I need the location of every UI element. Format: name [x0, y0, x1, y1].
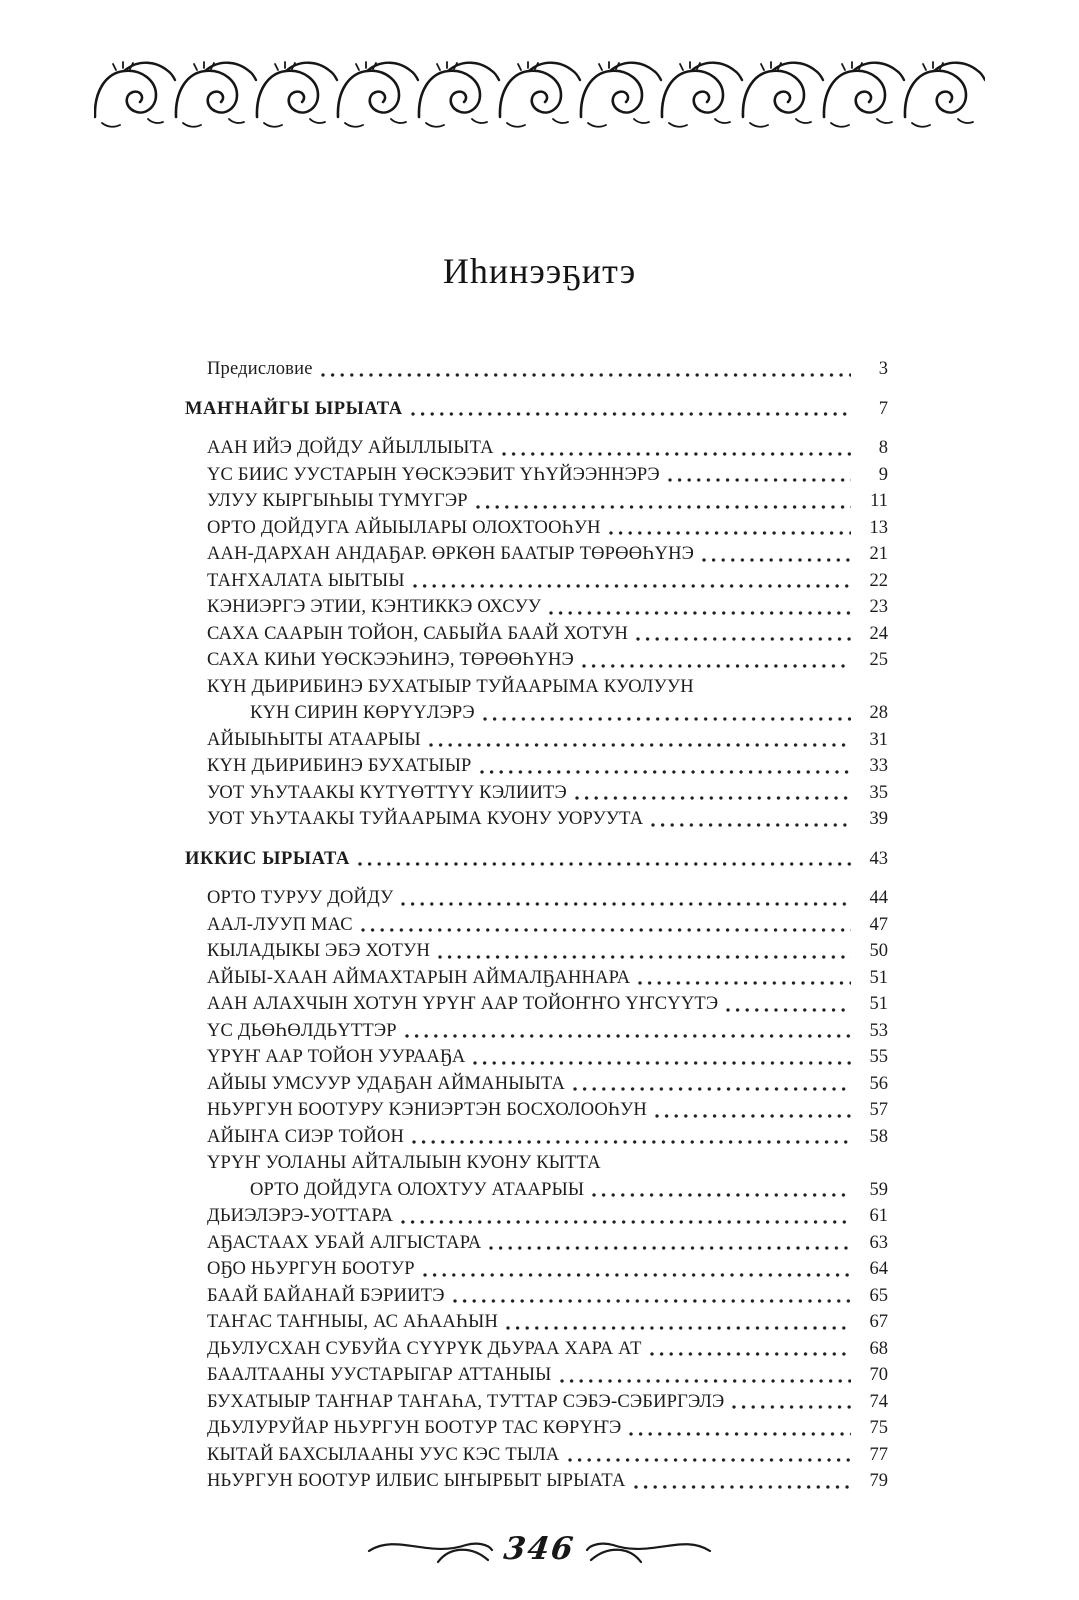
toc-entry-label: Предисловие: [207, 359, 313, 379]
toc-entry-label: САХА СААРЫН ТОЙОН, САБЫЙА БААЙ ХОТУН: [207, 623, 629, 644]
dot-leader: [634, 621, 851, 648]
toc-page-number: 11: [870, 491, 888, 511]
dot-leader: [636, 965, 851, 992]
toc-page-number: 67: [869, 1312, 888, 1332]
toc-entry-label: ТАҤАС ТАҤНЫЫ, АС АҺААҺЫН: [207, 1312, 499, 1332]
toc-page-number: 21: [869, 544, 888, 564]
toc-row: [185, 647, 888, 674]
toc-row: [185, 435, 888, 462]
toc-page-number: 8: [878, 438, 888, 458]
dot-leader: [356, 846, 851, 873]
toc-entry-label: БААЛТААНЫ УУСТАРЫГАР АТТАНЫЫ: [207, 1365, 552, 1385]
toc-row: [185, 1415, 888, 1442]
dot-leader: [410, 1124, 851, 1151]
dot-leader: [730, 1389, 851, 1416]
toc-page-number: 43: [869, 848, 888, 869]
toc-entry-label: БУХАТЫЫР ТАҤНАР ТАҤАҺА, ТУТТАР СЭБЭ-СЭБИРГЭЛЭ: [207, 1391, 725, 1412]
dot-leader: [504, 1309, 851, 1336]
toc-row: [185, 1124, 888, 1151]
toc-page-number: 65: [869, 1285, 888, 1306]
toc-page-number: 33: [869, 756, 888, 776]
dot-leader: [436, 938, 851, 965]
toc-page-number: 51: [869, 994, 888, 1014]
toc-entry-label: АЙЫЫ-ХААН АЙМАХТАРЫН АЙМАЛҔАННАРА: [207, 967, 631, 988]
toc-entry-label: ОҔО НЬУРГУН БООТУР: [207, 1259, 415, 1279]
toc-entry-label: НЬУРГУН БООТУРУ КЭНИЭРТЭН БОСХОЛООҺУН: [207, 1100, 647, 1120]
toc-page-number: 70: [869, 1365, 888, 1385]
toc-entry-label: КҮН ДЬИРИБИНЭ БУХАТЫЫР: [207, 756, 472, 776]
toc-row: [185, 1468, 888, 1495]
toc-page-number: 79: [869, 1471, 888, 1491]
toc-entry-label: ТАҤХАЛАТА ЫЫТЫЫ: [207, 570, 405, 591]
swash-flourish-left-icon: [366, 1528, 496, 1570]
toc-row: [185, 1203, 888, 1230]
toc-row: [185, 674, 888, 727]
toc-entry-label-line1: ҮРҮҤ УОЛАНЫ АЙТАЛЫЫН КУОНУ КЫТТА: [207, 1153, 601, 1173]
toc-row: [185, 462, 888, 489]
dot-leader: [403, 1018, 851, 1045]
dot-leader: [421, 1256, 851, 1283]
toc-row: [185, 1256, 888, 1283]
toc-entry-label: УОТ УҺУТААКЫ ТУЙААРЫМА КУОНУ УОРУУТА: [207, 809, 644, 829]
dot-leader: [666, 462, 851, 489]
dot-leader: [558, 1362, 851, 1389]
toc-entry-label: ҮРҮҤ ААР ТОЙОН УУРААҔА: [207, 1047, 466, 1067]
dot-leader: [724, 991, 851, 1018]
dot-leader: [471, 1044, 851, 1071]
toc-page-number: 7: [878, 398, 888, 419]
toc-row: [185, 846, 888, 873]
toc-page-number: 9: [878, 464, 888, 485]
toc-page-number: 25: [869, 650, 888, 670]
toc-row: [185, 965, 888, 992]
dot-leader: [451, 1283, 851, 1310]
toc-row: [185, 1389, 888, 1416]
dot-leader: [411, 568, 851, 595]
toc-entry-label: НЬУРГУН БООТУР ИЛБИС ЫҤЫРБЫТ ЫРЫАТА: [207, 1471, 626, 1491]
toc-page-number: 63: [869, 1232, 888, 1253]
dot-leader: [571, 1071, 851, 1098]
toc-entry-label: УЛУУ КЫРГЫҺЫЫ ТҮМҮГЭР: [207, 491, 468, 511]
toc-row: [185, 1071, 888, 1098]
toc-page-number: 22: [869, 570, 888, 591]
toc-page-number: 53: [869, 1020, 888, 1041]
dot-leader: [399, 885, 851, 912]
dot-leader: [566, 1442, 852, 1469]
toc-row: [185, 621, 888, 648]
dot-leader: [607, 515, 851, 542]
toc-page-number: 50: [869, 941, 888, 961]
page-footer: [0, 1528, 1079, 1570]
toc-row: [185, 594, 888, 621]
scroll-wave-ornament-icon: [94, 58, 985, 134]
toc-entry-label: ДЬУЛУРУЙАР НЬУРГУН БООТУР ТАС КӨРҮҤЭ: [207, 1418, 622, 1438]
toc-entry-label: УОТ УҺУТААКЫ КҮТҮӨТТҮҮ КЭЛИИТЭ: [207, 782, 567, 803]
toc-entry-label-line2: КҮН СИРИН КӨРҮҮЛЭРЭ: [250, 703, 475, 723]
toc-row: [185, 938, 888, 965]
toc-page-number: 61: [869, 1206, 888, 1226]
toc-row: [185, 568, 888, 595]
toc-entry-label: ОРТО ДОЙДУГА АЙЫЫЛАРЫ ОЛОХТООҺУН: [207, 517, 601, 538]
toc-page-number: 47: [869, 914, 888, 935]
toc-page-number: 35: [869, 782, 888, 803]
dot-leader: [319, 356, 851, 383]
dot-leader: [474, 488, 851, 515]
toc-row: [185, 1442, 888, 1469]
toc-row: [185, 753, 888, 780]
dot-leader: [700, 541, 851, 568]
toc-page-number: 31: [869, 729, 888, 750]
toc-entry-label: ААН АЛАХЧЫН ХОТУН ҮРҮҤ ААР ТОЙОҤҤО ҮҤСҮҮТЭ: [207, 994, 719, 1014]
toc-row: [185, 885, 888, 912]
toc-entry-label: ҮС БИИС УУСТАРЫН ҮӨСКЭЭБИТ ҮҺҮЙЭЭННЭРЭ: [207, 464, 660, 485]
toc-entry-label: САХА КИҺИ ҮӨСКЭЭҺИНЭ, ТӨРӨӨҺҮНЭ: [207, 650, 574, 670]
dot-leader: [409, 396, 851, 423]
toc-page-number: 3: [878, 359, 888, 379]
toc-entry-label-line1: КҮН ДЬИРИБИНЭ БУХАТЫЫР ТУЙААРЫМА КУОЛУУН: [207, 676, 694, 697]
toc-row: [185, 515, 888, 542]
toc-row: [185, 1283, 888, 1310]
dot-leader: [648, 1336, 851, 1363]
toc-page-number: 13: [869, 517, 888, 538]
toc-page-number: 77: [869, 1444, 888, 1465]
toc-entry-label: АЙЫЫҺЫТЫ АТААРЫЫ: [207, 729, 421, 750]
toc-page-number: 57: [869, 1100, 888, 1120]
toc-entry-label: БААЙ БАЙАНАЙ БЭРИИТЭ: [207, 1285, 445, 1306]
dot-leader: [632, 1468, 851, 1495]
toc-entry-label: ҮС ДЬӨҺӨЛДЬҮТТЭР: [207, 1020, 397, 1041]
toc-row: [185, 396, 888, 423]
dot-leader: [573, 780, 851, 807]
toc-entry-label: ИККИС ЫРЫАТА: [185, 848, 350, 869]
toc-list: [185, 356, 888, 1495]
toc-row: [185, 727, 888, 754]
scroll-ornament-border: [94, 58, 985, 134]
toc-row: [185, 356, 888, 383]
dot-leader: [627, 1415, 851, 1442]
toc-entry-label: ААН ИЙЭ ДОЙДУ АЙЫЛЛЫЫТА: [207, 438, 494, 458]
toc-page-number: 75: [869, 1418, 888, 1438]
toc-page-number: 55: [869, 1047, 888, 1067]
dot-leader: [427, 727, 851, 754]
toc-entry-label: КЫЛАДЫКЫ ЭБЭ ХОТУН: [207, 941, 431, 961]
toc-row: [185, 1150, 888, 1203]
toc-page-number: 74: [869, 1391, 888, 1412]
toc-row: [185, 1230, 888, 1257]
toc-entry-label-line2: ОРТО ДОЙДУГА ОЛОХТУУ АТААРЫЫ: [250, 1179, 585, 1200]
swash-flourish-right-icon: [583, 1528, 713, 1570]
toc-row: [185, 541, 888, 568]
toc-entry-label: ААН-ДАРХАН АНДАҔАР. ӨРКӨН БААТЫР ТӨРӨӨҺҮНЭ: [207, 544, 695, 564]
toc-entry-label: КЫТАЙ БАХСЫЛААНЫ УУС КЭС ТЫЛА: [207, 1444, 560, 1465]
dot-leader: [481, 700, 851, 727]
toc-page-number: 23: [869, 597, 888, 617]
toc-row: [185, 1336, 888, 1363]
toc-page-number: 58: [869, 1126, 888, 1147]
dot-leader: [649, 806, 851, 833]
toc-entry-label: АЙЫҤА СИЭР ТОЙОН: [207, 1126, 405, 1147]
toc-entry-label: КЭНИЭРГЭ ЭТИИ, КЭНТИККЭ ОХСУУ: [207, 597, 542, 617]
dot-leader: [580, 647, 851, 674]
toc-entry-label: АҔАСТААХ УБАЙ АЛГЫСТАРА: [207, 1232, 482, 1253]
toc-row: [185, 1309, 888, 1336]
toc-row: [185, 912, 888, 939]
dot-leader: [500, 435, 851, 462]
page-title: Иһинээҕитэ: [442, 251, 637, 291]
toc-row: [185, 1018, 888, 1045]
toc-page-number: 51: [869, 967, 888, 988]
toc-entry-label: ОРТО ТУРУУ ДОЙДУ: [207, 888, 394, 908]
dot-leader: [478, 753, 851, 780]
dot-leader: [487, 1230, 851, 1257]
toc-entry-label: ДЬУЛУСХАН СУБУЙА СҮҮРҮК ДЬУРАА ХАРА АТ: [207, 1338, 642, 1359]
toc-entry-label: МАҤНАЙГЫ ЫРЫАТА: [185, 398, 403, 419]
toc-page-number: 44: [869, 888, 888, 908]
toc-page-number: 64: [869, 1259, 888, 1279]
folio-number: 346: [501, 1531, 578, 1567]
toc-row: [185, 991, 888, 1018]
toc-page-number: 56: [869, 1073, 888, 1094]
toc-row: [185, 1362, 888, 1389]
toc-row: [185, 1097, 888, 1124]
dot-leader: [399, 1203, 851, 1230]
toc-row: [185, 780, 888, 807]
toc-entry-label: ААЛ-ЛУУП МАС: [207, 914, 353, 935]
dot-leader: [653, 1097, 851, 1124]
dot-leader: [359, 912, 851, 939]
toc-row: [185, 1044, 888, 1071]
toc-entry-label: ДЬИЭЛЭРЭ-УОТТАРА: [207, 1206, 394, 1226]
toc-page-number: 59: [869, 1179, 888, 1200]
toc-row: [185, 488, 888, 515]
dot-leader: [547, 594, 851, 621]
toc-row: [185, 806, 888, 833]
toc-entry-label: АЙЫЫ УМСУУР УДАҔАН АЙМАНЫЫТА: [207, 1073, 566, 1094]
toc-page-number: 39: [869, 809, 888, 829]
dot-leader: [590, 1177, 851, 1204]
toc-page-number: 24: [869, 623, 888, 644]
toc-page-number: 28: [869, 703, 888, 723]
toc-page-number: 68: [869, 1338, 888, 1359]
